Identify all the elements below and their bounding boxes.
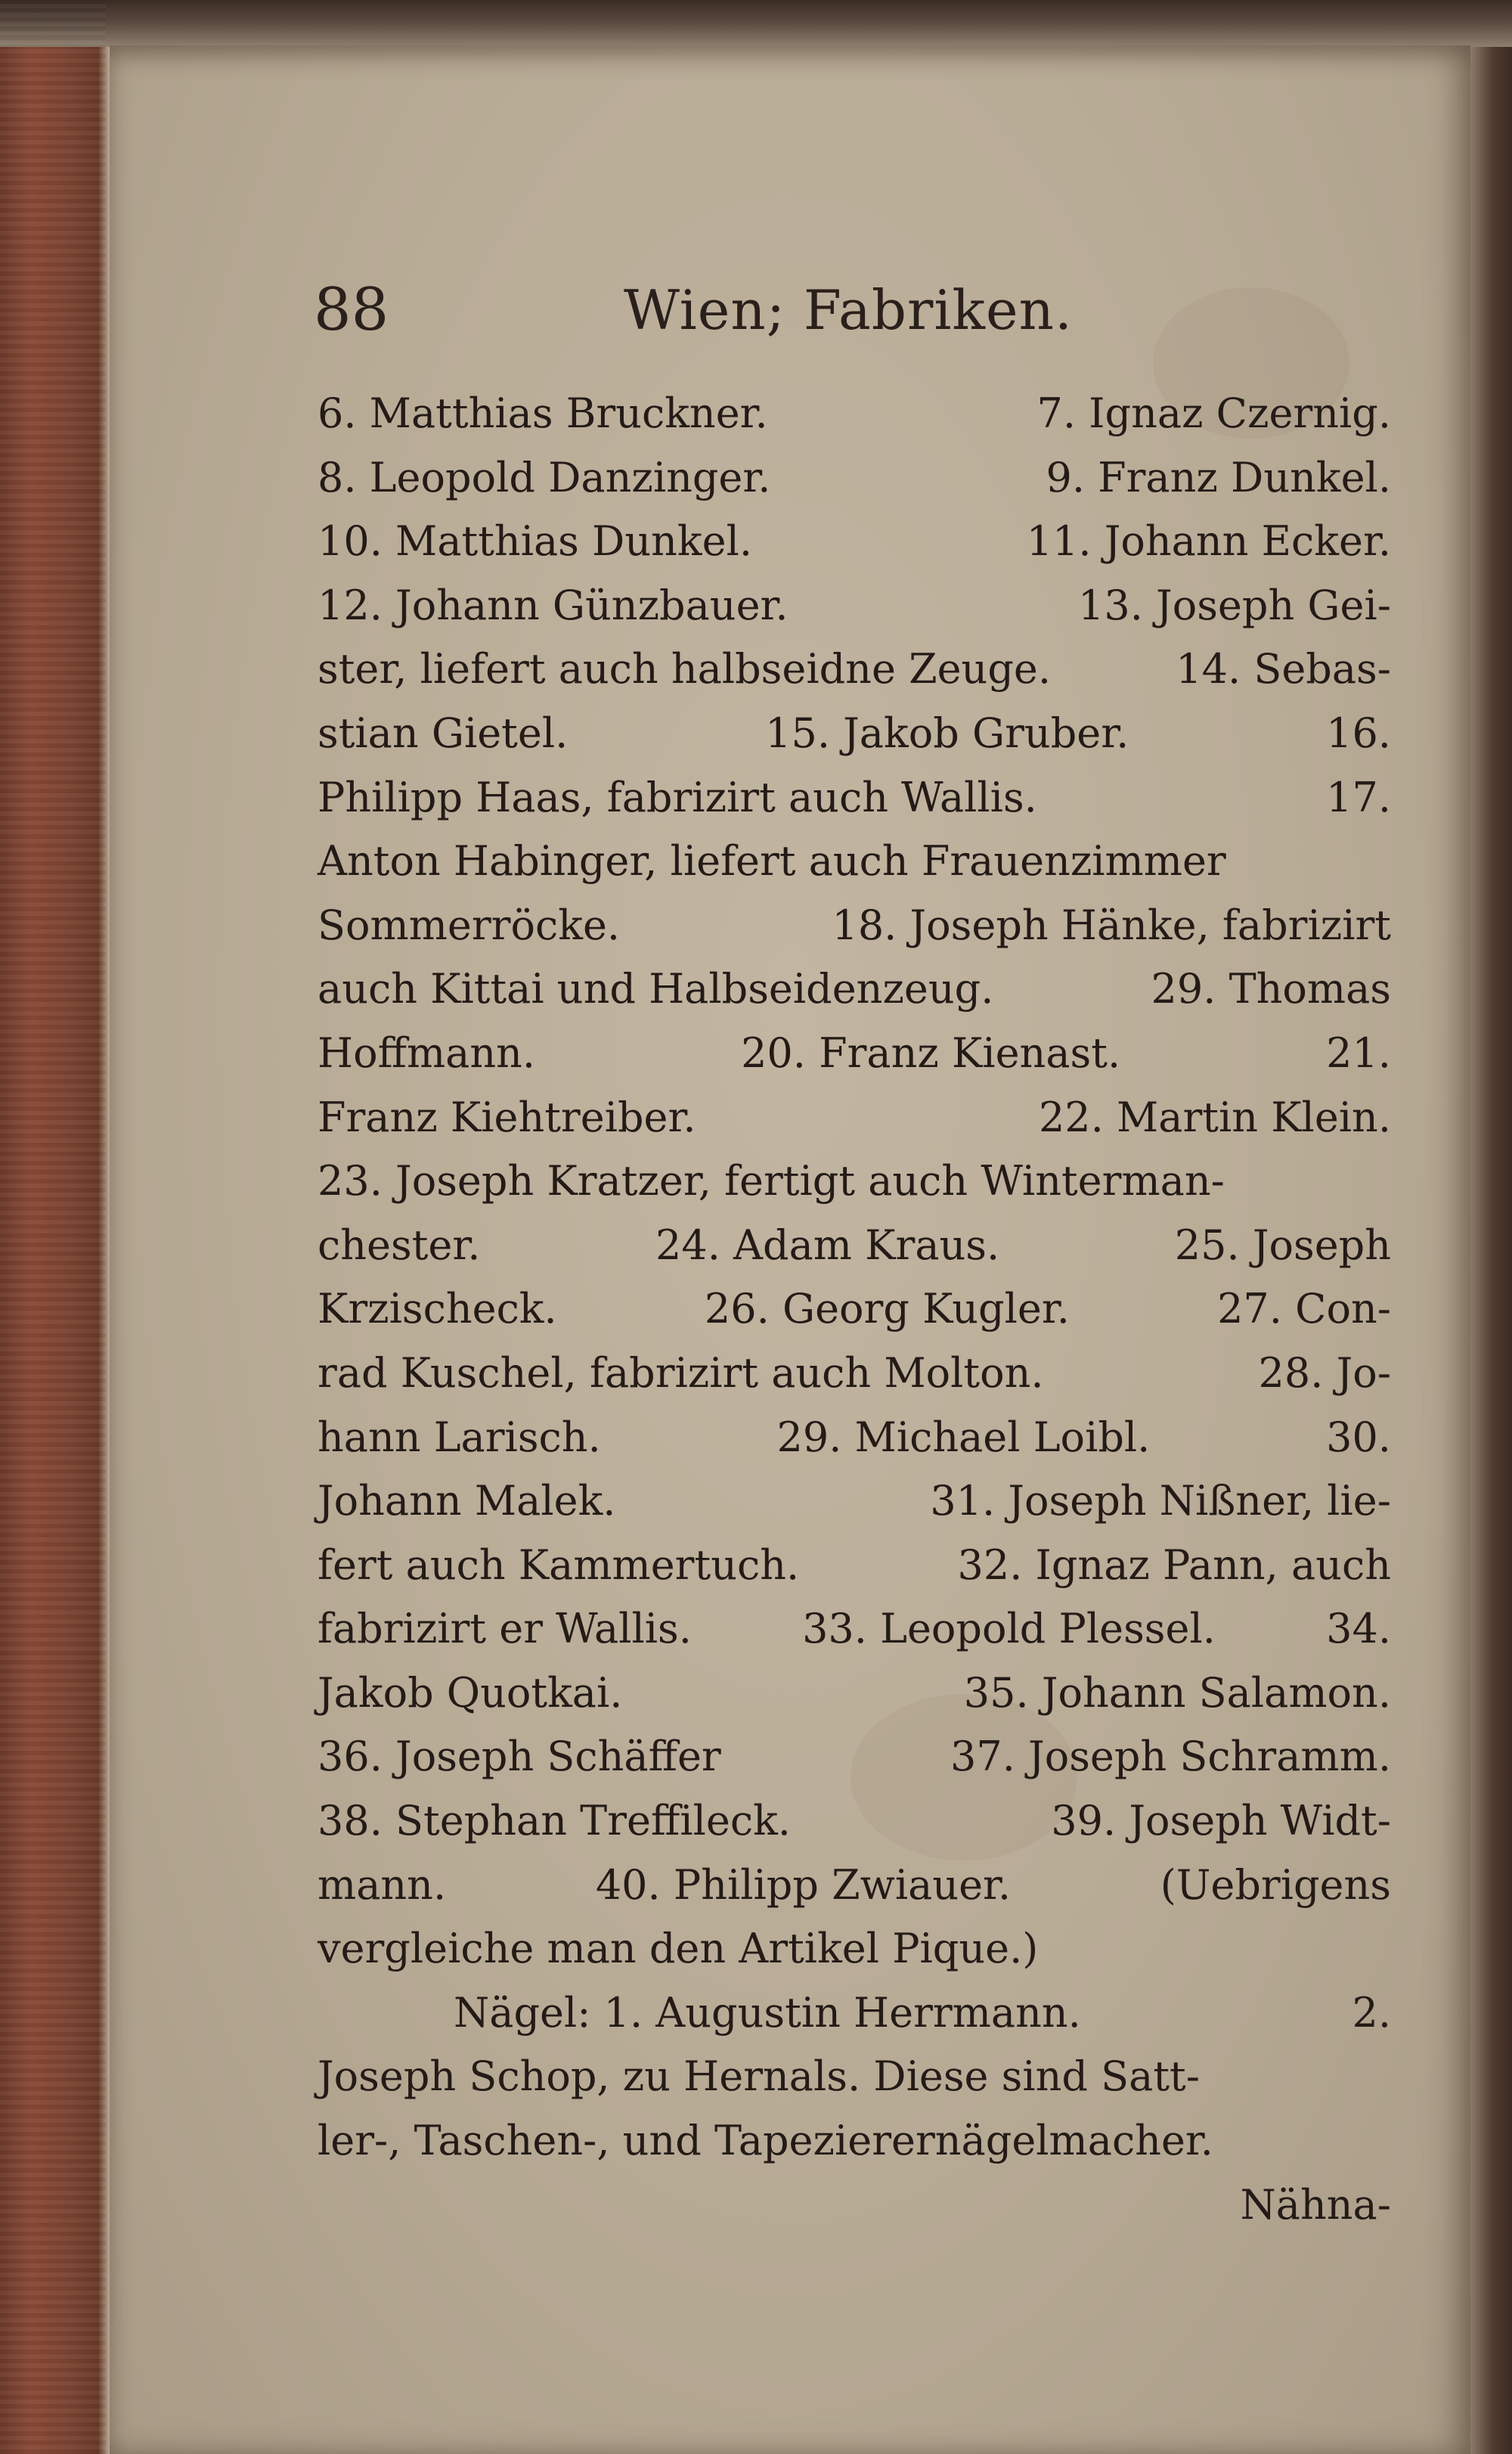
text-line <box>318 1854 1391 1918</box>
text-line <box>318 510 1391 574</box>
text-line <box>318 574 1391 638</box>
text-segment: 29. Thomas <box>1151 965 1391 1013</box>
text-segment: (Uebrigens <box>1160 1860 1391 1909</box>
text-segment: 20. Franz Kienast. <box>741 1028 1121 1077</box>
text-segment: 32. Ignaz Pann, auch <box>957 1540 1391 1589</box>
body-text <box>318 382 1391 2237</box>
text-segment: 26. Georg Kugler. <box>704 1285 1070 1333</box>
text-line <box>318 894 1391 958</box>
text-segment: 37. Joseph Schramm. <box>950 1733 1391 1781</box>
text-segment: Philipp Haas, fabrizirt auch Wallis. <box>318 773 1037 821</box>
text-segment: 22. Martin Klein. <box>1038 1093 1391 1141</box>
text-segment: 38. Stephan Treffileck. <box>318 1797 791 1845</box>
text-segment: 23. Joseph Kratzer, fertigt auch Winterman- <box>318 1157 1225 1205</box>
text-segment: 31. Joseph Nißner, lie- <box>930 1477 1391 1525</box>
text-segment: 30. <box>1326 1413 1391 1461</box>
text-line <box>318 638 1391 702</box>
text-segment: Anton Habinger, liefert auch Frauenzimmer <box>318 837 1226 886</box>
text-line <box>318 1981 1391 2046</box>
text-line <box>318 446 1391 510</box>
catchword: Nähna- <box>1240 2180 1391 2229</box>
text-line <box>318 2109 1391 2173</box>
text-line <box>318 1086 1391 1150</box>
text-segment: fert auch Kammertuch. <box>318 1540 800 1589</box>
text-segment: 12. Johann Günzbauer. <box>318 581 789 629</box>
text-segment: 25. Joseph <box>1174 1221 1391 1269</box>
text-line <box>318 1277 1391 1342</box>
text-segment: Jakob Quotkai. <box>318 1668 623 1717</box>
text-segment: Joseph Schop, zu Hernals. Diese sind Satt- <box>318 2052 1200 2101</box>
text-line <box>318 1022 1391 1086</box>
text-segment: 10. Matthias Dunkel. <box>318 517 753 566</box>
text-segment: 9. Franz Dunkel. <box>1046 453 1391 501</box>
text-segment: mann. <box>318 1860 447 1909</box>
text-line <box>318 702 1391 766</box>
text-segment: 13. Joseph Gei- <box>1078 581 1391 629</box>
text-segment: Franz Kiehtreiber. <box>318 1093 696 1141</box>
text-line <box>318 1597 1391 1661</box>
running-head: Wien; Fabriken. <box>624 278 1073 342</box>
text-segment: stian Gietel. <box>318 709 569 757</box>
text-line <box>318 1534 1391 1598</box>
text-line <box>318 1469 1391 1534</box>
text-segment: 6. Matthias Bruckner. <box>318 389 768 437</box>
text-segment: 29. Michael Loibl. <box>776 1413 1151 1461</box>
text-segment: ler-, Taschen-, und Tapezierernägelmacher. <box>318 2117 1213 2165</box>
book-spine-edge <box>0 0 106 2454</box>
text-segment: 24. Adam Kraus. <box>655 1221 1000 1269</box>
text-line <box>318 957 1391 1022</box>
text-segment: 11. Johann Ecker. <box>1026 517 1391 566</box>
text-segment: 2. <box>1352 1988 1391 2037</box>
text-line <box>318 1214 1391 1278</box>
text-segment: fabrizirt er Wallis. <box>318 1605 692 1653</box>
text-line <box>318 1789 1391 1854</box>
text-line <box>318 382 1391 446</box>
text-line <box>318 766 1391 830</box>
text-segment: hann Larisch. <box>318 1413 601 1461</box>
catchword-line <box>318 2173 1391 2238</box>
text-line <box>318 1342 1391 1406</box>
text-segment: 21. <box>1326 1028 1391 1077</box>
text-line <box>318 1917 1391 1981</box>
text-segment: ster, liefert auch halbseidne Zeuge. <box>318 645 1052 693</box>
text-segment: 36. Joseph Schäffer <box>318 1733 721 1781</box>
page-top-edge <box>0 0 1512 47</box>
text-segment: chester. <box>318 1221 481 1269</box>
text-segment: 39. Joseph Widt- <box>1051 1797 1391 1845</box>
text-line <box>318 1725 1391 1789</box>
text-line <box>318 1406 1391 1470</box>
text-segment: 14. Sebas- <box>1176 645 1391 693</box>
text-line <box>318 1661 1391 1726</box>
text-segment: Nägel: 1. Augustin Herrmann. <box>454 1988 1081 2037</box>
page-header <box>314 268 1108 352</box>
text-segment: 40. Philipp Zwiauer. <box>595 1860 1012 1909</box>
text-segment: rad Kuschel, fabrizirt auch Molton. <box>318 1348 1044 1397</box>
text-segment: 27. Con- <box>1217 1285 1391 1333</box>
text-segment: 35. Johann Salamon. <box>963 1668 1391 1717</box>
text-line <box>318 1149 1391 1214</box>
page-number: 88 <box>314 276 389 344</box>
text-segment: 18. Joseph Hänke, fabrizirt <box>832 901 1391 949</box>
text-segment: 34. <box>1326 1605 1391 1653</box>
text-segment: Krzischeck. <box>318 1285 557 1333</box>
text-segment: 7. Ignaz Czernig. <box>1036 389 1391 437</box>
text-segment: 16. <box>1326 709 1391 757</box>
text-segment: 17. <box>1326 773 1391 821</box>
text-segment: Johann Malek. <box>318 1477 616 1525</box>
text-segment: 8. Leopold Danzinger. <box>318 453 771 501</box>
text-line <box>318 2045 1391 2109</box>
text-segment: Hoffmann. <box>318 1028 536 1077</box>
text-segment: auch Kittai und Halbseidenzeug. <box>318 965 994 1013</box>
text-segment: 33. Leopold Plessel. <box>802 1605 1216 1653</box>
text-segment: 28. Jo- <box>1258 1348 1391 1397</box>
text-line <box>318 830 1391 894</box>
text-segment: 15. Jakob Gruber. <box>765 709 1129 757</box>
text-segment: Sommerröcke. <box>318 901 621 949</box>
text-segment: vergleiche man den Artikel Pique.) <box>318 1925 1039 1973</box>
